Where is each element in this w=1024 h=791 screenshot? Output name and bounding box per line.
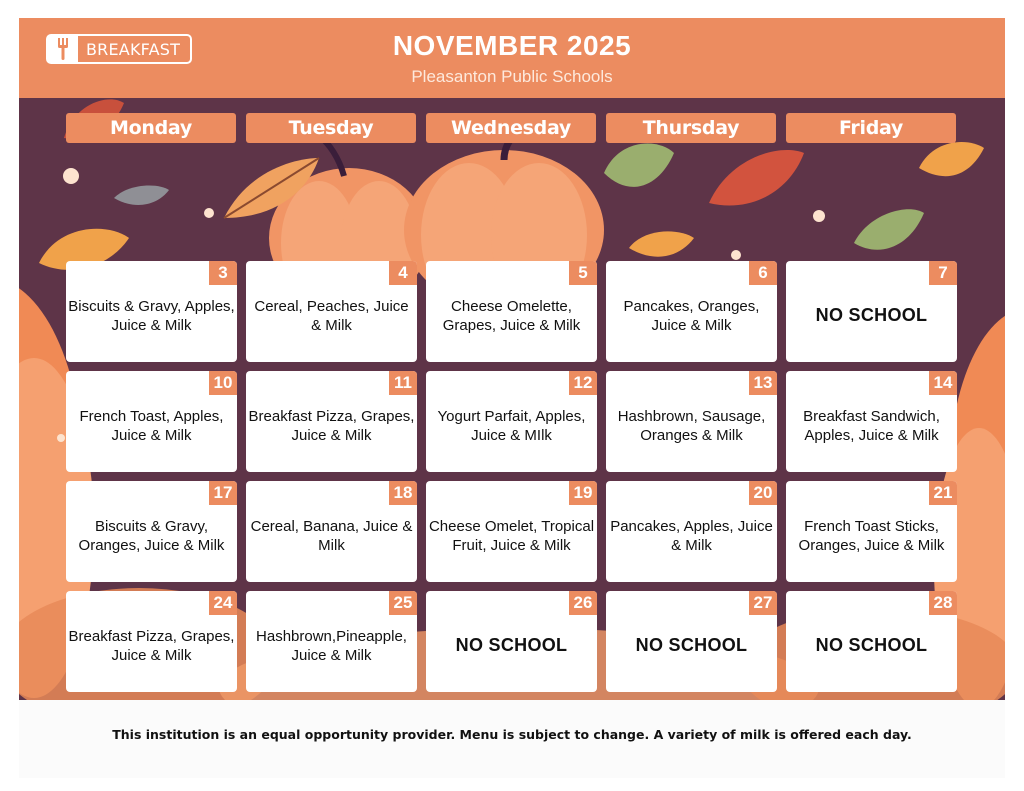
date-badge: 7 (929, 261, 957, 285)
page-title: NOVEMBER 2025 (392, 30, 632, 61)
day-header-thursday: Thursday (606, 113, 776, 143)
menu-text: Pancakes, Oranges, Juice & Milk (623, 297, 760, 334)
day-cell (66, 591, 237, 692)
date-badge: 14 (929, 371, 957, 395)
day-cell (606, 481, 777, 582)
date-badge: 11 (389, 371, 417, 395)
day-header-tuesday: Tuesday (246, 113, 416, 143)
menu-text: Hashbrown,Pineapple, Juice & Milk (256, 627, 407, 664)
day-cell (246, 371, 417, 472)
date-badge: 12 (569, 371, 597, 395)
date-badge: 21 (929, 481, 957, 505)
day-cell (426, 591, 597, 692)
day-header-friday: Friday (786, 113, 956, 143)
day-cell (606, 371, 777, 472)
footer-note: This institution is an equal opportunity provider. Menu is subject to change. A variety of milk is offered each day. (112, 727, 912, 742)
date-badge: 10 (209, 371, 237, 395)
day-cell (426, 371, 597, 472)
day-header-wednesday: Wednesday (426, 113, 596, 143)
day-cell (246, 591, 417, 692)
date-badge: 13 (749, 371, 777, 395)
day-cell (66, 261, 237, 362)
day-cell (786, 261, 957, 362)
date-badge: 18 (389, 481, 417, 505)
menu-text: Cereal, Banana, Juice & Milk (250, 517, 413, 554)
menu-text: Biscuits & Gravy, Oranges, Juice & Milk (78, 517, 225, 554)
menu-text: Cheese Omelette, Grapes, Juice & Milk (442, 297, 581, 334)
menu-text: French Toast, Apples, Juice & Milk (79, 407, 224, 444)
day-cell (606, 591, 777, 692)
menu-text: Yogurt Parfait, Apples, Juice & MIlk (437, 407, 586, 444)
date-badge: 17 (209, 481, 237, 505)
date-badge: 5 (569, 261, 597, 285)
day-header-monday: Monday (66, 113, 236, 143)
menu-text: Pancakes, Apples, Juice & Milk (610, 517, 773, 554)
day-cell (246, 481, 417, 582)
menu-text: Hashbrown, Sausage, Oranges & Milk (617, 407, 766, 444)
leaf-icon (854, 209, 924, 250)
date-badge: 6 (749, 261, 777, 285)
menu-text: Breakfast Pizza, Grapes, Juice & Milk (248, 407, 415, 444)
date-badge: 28 (929, 591, 957, 615)
leaf-icon (709, 150, 804, 206)
no-school-label: NO SCHOOL (635, 635, 748, 655)
menu-text: Breakfast Pizza, Grapes, Juice & Milk (68, 627, 235, 664)
day-cell (606, 261, 777, 362)
date-badge: 26 (569, 591, 597, 615)
no-school-label: NO SCHOOL (455, 635, 568, 655)
day-cell (786, 481, 957, 582)
menu-text: Cereal, Peaches, Juice & Milk (254, 297, 409, 334)
date-badge: 24 (209, 591, 237, 615)
badge-label: BREAKFAST (86, 39, 181, 59)
day-cell (246, 261, 417, 362)
menu-text: Cheese Omelet, Tropical Fruit, Juice & Milk (428, 517, 595, 554)
day-cell (66, 371, 237, 472)
date-badge: 25 (389, 591, 417, 615)
leaf-icon (604, 143, 674, 186)
date-badge: 27 (749, 591, 777, 615)
date-badge: 19 (569, 481, 597, 505)
page-subtitle: Pleasanton Public Schools (411, 67, 613, 86)
leaf-icon (919, 142, 984, 176)
menu-text: French Toast Sticks, Oranges, Juice & Milk (798, 517, 945, 554)
day-cell (426, 261, 597, 362)
day-cell (786, 371, 957, 472)
day-cell (786, 591, 957, 692)
page-header (19, 18, 1005, 98)
leaf-icon (114, 185, 169, 205)
day-cell (426, 481, 597, 582)
date-badge: 20 (749, 481, 777, 505)
date-badge: 4 (389, 261, 417, 285)
day-cell (66, 481, 237, 582)
menu-text: Breakfast Sandwich, Apples, Juice & Milk (803, 407, 940, 444)
menu-text: Biscuits & Gravy, Apples, Juice & Milk (68, 297, 235, 334)
menu-poster (19, 18, 1005, 700)
no-school-label: NO SCHOOL (815, 305, 928, 325)
leaf-icon (629, 231, 694, 256)
date-badge: 3 (209, 261, 237, 285)
footer (19, 700, 1005, 778)
no-school-label: NO SCHOOL (815, 635, 928, 655)
